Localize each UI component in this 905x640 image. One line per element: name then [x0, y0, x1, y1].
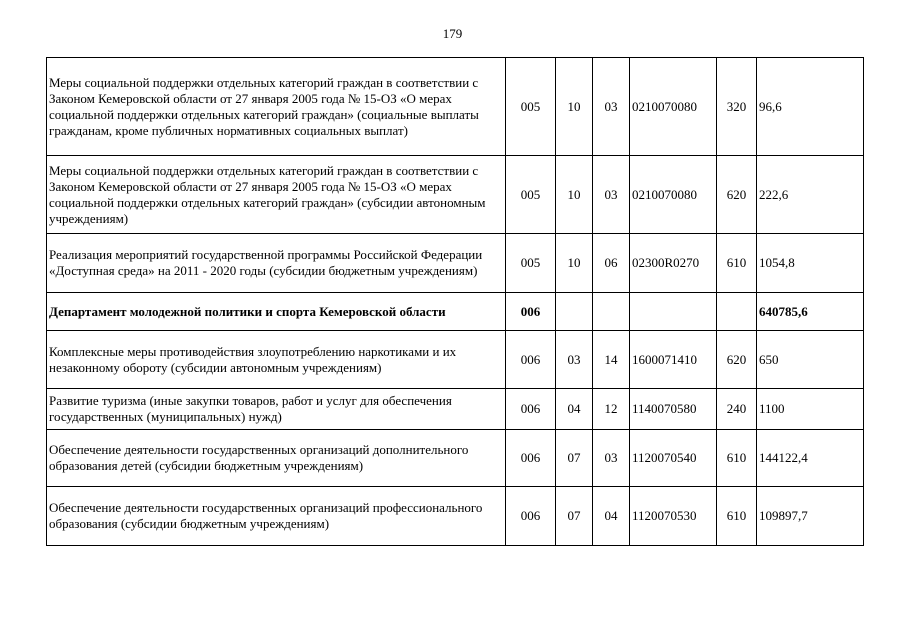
expense-type-code: 610 [717, 430, 757, 487]
row-description: Меры социальной поддержки отдельных категорий граждан в соответствии с Законом Кемеровской области от 27 января 2005 года № 15-ОЗ «О мерах социальной поддержки отдельных категорий граждан» (субсидии автономным учреждениям) [47, 156, 506, 234]
section-code: 04 [556, 389, 593, 430]
table-row [47, 331, 864, 389]
table-row-department [47, 293, 864, 331]
table-row [47, 430, 864, 487]
page-number: 179 [442, 26, 463, 41]
expense-type-code: 320 [717, 58, 757, 156]
expense-type-code: 620 [717, 156, 757, 234]
target-code: 1600071410 [630, 331, 717, 389]
department-name: Департамент молодежной политики и спорта Кемеровской области [47, 293, 506, 331]
target-code: 02300R0270 [630, 234, 717, 293]
target-code: 1140070580 [630, 389, 717, 430]
row-description: Меры социальной поддержки отдельных категорий граждан в соответствии с Законом Кемеровской области от 27 января 2005 года № 15-ОЗ «О мерах социальной поддержки отдельных категорий граждан» (социальные выплаты гражданам, кроме публичных нормативных социальных выплат) [47, 58, 506, 156]
subsection-code [593, 293, 630, 331]
row-description: Обеспечение деятельности государственных организаций дополнительного образования детей (субсидии бюджетным учреждениям) [47, 430, 506, 487]
target-code: 0210070080 [630, 58, 717, 156]
subsection-code: 03 [593, 58, 630, 156]
ministry-code: 005 [506, 156, 556, 234]
section-code: 07 [556, 430, 593, 487]
amount: 109897,7 [757, 487, 864, 546]
target-code [630, 293, 717, 331]
ministry-code: 006 [506, 331, 556, 389]
subsection-code: 12 [593, 389, 630, 430]
table-row [47, 487, 864, 546]
amount: 1100 [757, 389, 864, 430]
subsection-code: 14 [593, 331, 630, 389]
amount: 1054,8 [757, 234, 864, 293]
section-code: 10 [556, 234, 593, 293]
ministry-code: 005 [506, 234, 556, 293]
section-code: 10 [556, 58, 593, 156]
table-row [47, 234, 864, 293]
amount: 640785,6 [757, 293, 864, 331]
subsection-code: 03 [593, 156, 630, 234]
section-code: 07 [556, 487, 593, 546]
ministry-code: 005 [506, 58, 556, 156]
target-code: 0210070080 [630, 156, 717, 234]
expense-type-code: 610 [717, 487, 757, 546]
subsection-code: 04 [593, 487, 630, 546]
ministry-code: 006 [506, 293, 556, 331]
table-row [47, 58, 864, 156]
ministry-code: 006 [506, 487, 556, 546]
row-description: Развитие туризма (иные закупки товаров, работ и услуг для обеспечения государственных (муниципальных) нужд) [47, 389, 506, 430]
row-description: Реализация мероприятий государственной программы Российской Федерации «Доступная среда» на 2011 - 2020 годы (субсидии бюджетным учреждениям) [47, 234, 506, 293]
target-code: 1120070540 [630, 430, 717, 487]
expense-type-code: 610 [717, 234, 757, 293]
expense-type-code: 240 [717, 389, 757, 430]
amount: 96,6 [757, 58, 864, 156]
row-description: Обеспечение деятельности государственных организаций профессионального образования (субсидии бюджетным учреждениям) [47, 487, 506, 546]
amount: 144122,4 [757, 430, 864, 487]
section-code: 03 [556, 331, 593, 389]
row-description: Комплексные меры противодействия злоупотреблению наркотиками и их незаконному обороту (субсидии автономным учреждениям) [47, 331, 506, 389]
ministry-code: 006 [506, 430, 556, 487]
section-code [556, 293, 593, 331]
ministry-code: 006 [506, 389, 556, 430]
target-code: 1120070530 [630, 487, 717, 546]
amount: 222,6 [757, 156, 864, 234]
amount: 650 [757, 331, 864, 389]
subsection-code: 06 [593, 234, 630, 293]
table-row [47, 389, 864, 430]
subsection-code: 03 [593, 430, 630, 487]
budget-table [46, 57, 864, 546]
table-row [47, 156, 864, 234]
section-code: 10 [556, 156, 593, 234]
expense-type-code: 620 [717, 331, 757, 389]
expense-type-code [717, 293, 757, 331]
